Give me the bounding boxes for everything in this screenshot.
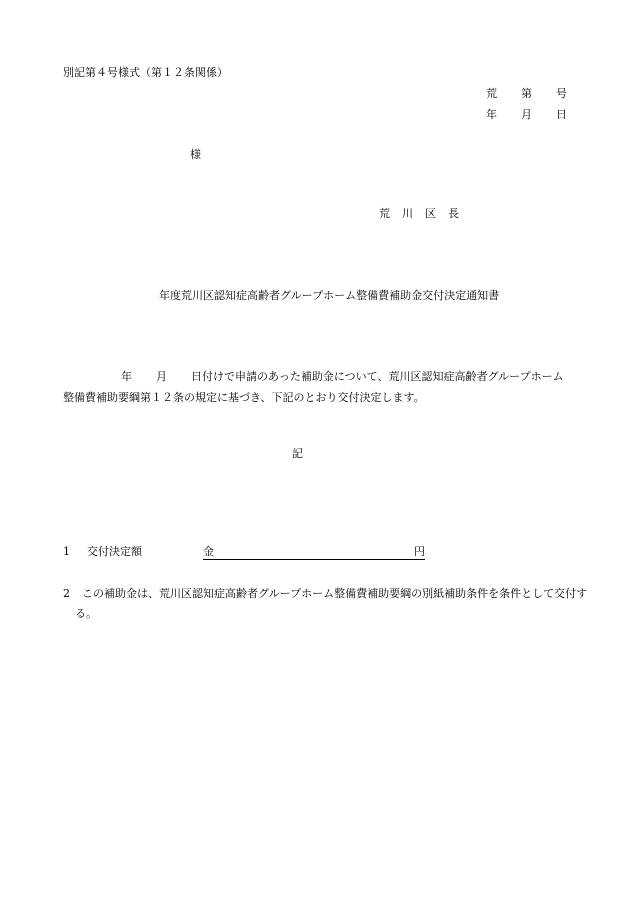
date-year: 年 xyxy=(486,108,497,121)
addressee-honorific: 様 xyxy=(190,148,201,161)
date-month: 月 xyxy=(521,108,532,121)
amount-field xyxy=(203,545,425,560)
amount-unit: 円 xyxy=(414,545,425,558)
issuer-char-3: 区 xyxy=(425,207,436,220)
item-grant-condition xyxy=(63,584,590,624)
form-label: 別記第４号様式（第１２条関係） xyxy=(63,66,228,79)
body-year: 年 xyxy=(121,370,132,383)
ref-prefix: 荒 xyxy=(486,87,497,100)
issuer-char-1: 荒 xyxy=(379,207,390,220)
item-label: 交付決定額 xyxy=(87,545,142,558)
issuer-char-2: 川 xyxy=(402,207,413,220)
document-title: 年度荒川区認知症高齢者グループホーム整備費補助金交付決定通知書 xyxy=(159,289,500,302)
record-heading: 記 xyxy=(292,447,303,460)
item-number: 2 xyxy=(63,587,70,600)
reference-number xyxy=(486,87,567,101)
ref-dai: 第 xyxy=(521,87,532,100)
amount-prefix: 金 xyxy=(203,545,214,558)
ref-go: 号 xyxy=(556,87,567,100)
item-number: 1 xyxy=(63,545,70,558)
issuer-char-4: 長 xyxy=(448,207,459,220)
date-day: 日 xyxy=(556,108,567,121)
body-paragraph xyxy=(63,366,573,408)
item-text: この補助金は、荒川区認知症高齢者グループホーム整備費補助要綱の別紙補助条件を条件として交付する。 xyxy=(75,587,588,620)
issuer-name xyxy=(379,207,459,221)
body-month: 月 xyxy=(156,370,167,383)
issue-date xyxy=(486,108,567,122)
body-text: 日付けで申請のあった補助金について、荒川区認知症高齢者グループホーム整備費補助要綱第１２条の規定に基づき、下記のとおり交付決定します。 xyxy=(63,370,564,404)
